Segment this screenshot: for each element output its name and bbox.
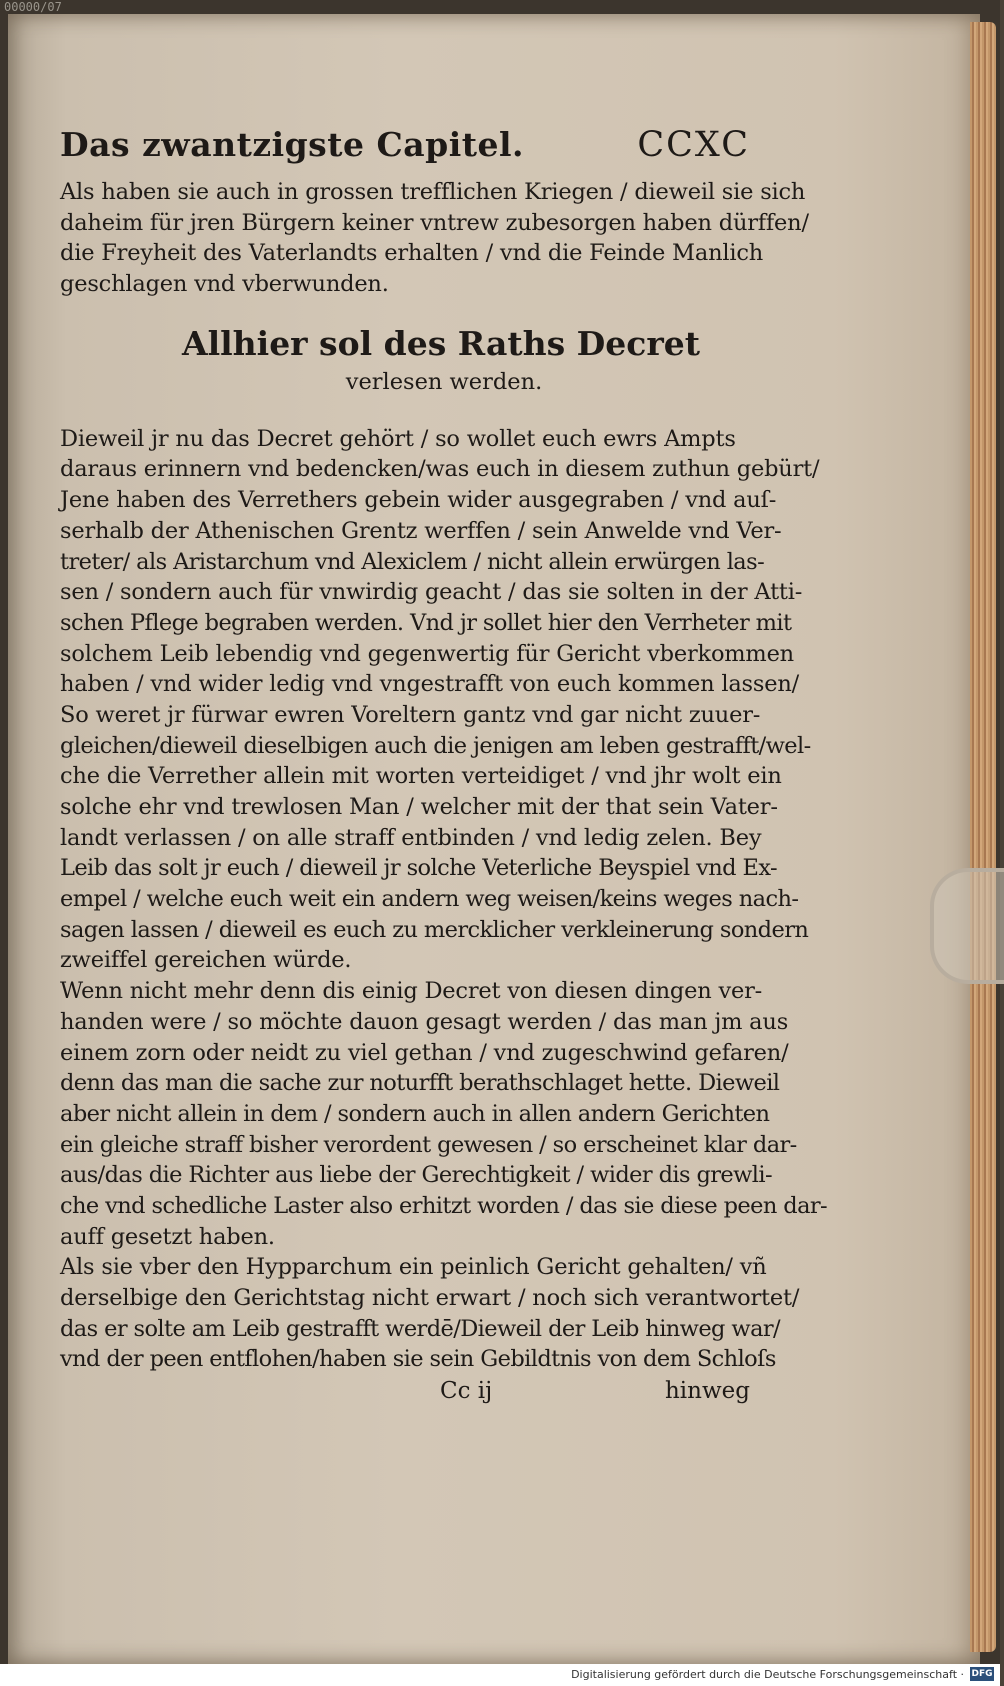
running-header: [60, 125, 750, 177]
section-subheading: verlesen werden.: [345, 368, 543, 395]
text-line: Wenn nicht mehr denn dis einig Decret von diesen dingen ver-: [60, 978, 763, 1005]
text-line: solchem Leib lebendig vnd gegenwertig für Gericht vberkommen: [60, 640, 794, 667]
text-line: die Freyheit des Vaterlandts erhalten / vnd die Feinde Manlich: [60, 240, 764, 267]
text-line: che vnd schedliche Laster also erhitzt worden / das sie diese peen dar-: [60, 1192, 828, 1219]
signature-mark: Cc ij: [440, 1378, 493, 1405]
text-line: Dieweil jr nu das Decret gehört / so wollet euch ewrs Ampts: [60, 425, 736, 452]
text-line: Als sie vber den Hypparchum ein peinlich Gericht gehalten/ vñ: [60, 1254, 767, 1281]
credit-bar: [0, 1664, 1000, 1686]
text-line: daraus erinnern vnd bedencken/was euch in diesem zuthun gebürt/: [60, 456, 820, 483]
text-line: schen Pflege begraben werden. Vnd jr sollet hier den Verrheter mit: [60, 609, 792, 636]
funding-credit: Digitalisierung gefördert durch die Deutsche Forschungsgemeinschaft ·: [571, 1668, 964, 1681]
body-text: [60, 424, 828, 1375]
text-line: landt verlassen / on alle straff entbinden / vnd ledig zelen. Bey: [60, 824, 762, 851]
page-tab-marker: [930, 868, 1004, 984]
text-line: empel / welche euch weit ein andern weg weisen/keins weges nach-: [60, 886, 799, 913]
text-line: che die Verrether allein mit worten verteidiget / vnd jhr wolt ein: [60, 763, 782, 790]
text-line: gleichen/dieweil dieselbigen auch die jenigen am leben gestrafft/wel-: [60, 732, 811, 759]
folio-number: CCXC: [637, 125, 750, 165]
text-line: treter/ als Aristarchum vnd Alexiclem / nicht allein erwürgen las-: [60, 548, 765, 575]
text-line: aus/das die Richter aus liebe der Gerechtigkeit / wider dis grewli-: [60, 1162, 772, 1189]
text-line: solche ehr vnd trewlosen Man / welcher mit der that sein Vater-: [60, 794, 778, 820]
text-line: ein gleiche straff bisher verordent gewesen / so erscheinet klar dar-: [60, 1131, 797, 1158]
text-line: aber nicht allein in dem / sondern auch in allen andern Gerichten: [60, 1100, 770, 1127]
text-line: serhalb der Athenischen Grentz werffen / sein Anwelde vnd Ver-: [60, 517, 782, 544]
dfg-logo-icon: DFG: [971, 1669, 993, 1679]
page-text: [60, 125, 828, 1407]
text-line: handen were / so möchte dauon gesagt werden / das man jm aus: [60, 1008, 789, 1035]
scan-id: 00000/07: [4, 0, 62, 14]
opening-paragraph: [60, 177, 809, 300]
text-line: vnd der peen entflohen/haben sie sein Gebildtnis von dem Schloſs: [60, 1346, 776, 1373]
text-line: zweiffel gereichen würde.: [60, 947, 352, 974]
text-line: daheim für jren Bürgern keiner vntrew zubesorgen haben dürffen/: [60, 209, 809, 236]
text-line: Leib das solt jr euch / dieweil jr solche Veterliche Beyspiel vnd Ex-: [60, 855, 778, 882]
text-line: einem zorn oder neidt zu viel gethan / vnd zugeschwind gefaren/: [60, 1039, 789, 1066]
text-line: Als haben sie auch in grossen trefflichen Kriegen / dieweil sie sich: [60, 179, 806, 205]
text-line: geschlagen vnd vberwunden.: [60, 271, 389, 298]
text-line: sen / sondern auch für vnwirdig geacht / das sie solten in der Atti-: [60, 579, 803, 606]
text-line: auff gesetzt haben.: [60, 1223, 275, 1250]
text-line: das er solte am Leib gestrafft werdē/Dieweil der Leib hinweg war/: [60, 1315, 781, 1342]
page-footer: [60, 1375, 750, 1407]
chapter-title: Das zwantzigste Capitel.: [60, 125, 525, 164]
text-line: sagen lassen / dieweil es euch zu mercklicher verkleinerung sondern: [60, 916, 809, 943]
text-line: derselbige den Gerichtstag nicht erwart / noch sich verantwortet/: [60, 1285, 800, 1311]
text-line: denn das man die sache zur noturfft berathschlaget hette. Dieweil: [60, 1070, 780, 1097]
text-line: So weret jr fürwar ewren Voreltern gantz vnd gar nicht zuuer-: [60, 701, 761, 728]
section-heading: Allhier sol des Raths Decret: [181, 323, 701, 363]
page-fore-edge: [970, 22, 996, 1652]
text-line: haben / vnd wider ledig vnd vngestrafft von euch kommen lassen/: [60, 671, 800, 698]
catchword: hinweg: [664, 1378, 750, 1405]
text-line: Jene haben des Verrethers gebein wider ausgegraben / vnd auſ-: [60, 487, 777, 514]
